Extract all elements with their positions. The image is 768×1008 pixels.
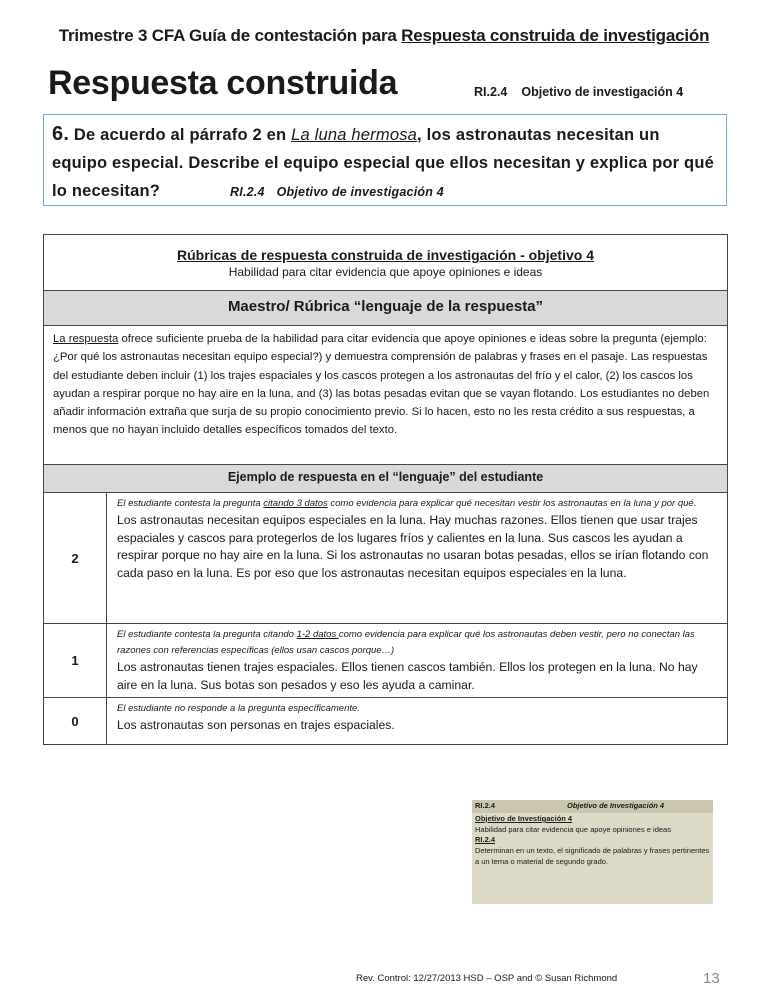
rubric-title: Rúbricas de respuesta construida de investigación - objetivo 4 <box>177 247 594 263</box>
page-number: 13 <box>703 970 720 987</box>
score-cell: 0 <box>44 698 107 745</box>
page-header-title <box>0 26 768 46</box>
teacher-header-cell <box>44 291 728 326</box>
example-cell <box>107 698 728 745</box>
criteria-underlined: 1-2 datos <box>296 629 339 640</box>
question-standard: RI.2.4 <box>230 185 265 199</box>
table-row <box>44 493 728 624</box>
title-objective-text: Objetivo de investigación 4 <box>521 85 684 99</box>
objective-box-standard: RI.2.4 <box>475 801 496 810</box>
criteria-text <box>117 627 717 659</box>
student-answer: Los astronautas son personas en trajes espaciales. <box>117 718 395 732</box>
question-number: 6. <box>52 123 70 145</box>
table-row <box>44 624 728 698</box>
question-objective: Objetivo de investigación 4 <box>276 185 444 199</box>
criteria-part: El estudiante contesta la pregunta <box>117 498 264 509</box>
header-title-underlined: Respuesta construida de investigación <box>401 26 710 45</box>
student-header-cell <box>44 465 728 493</box>
question-text-part2: , los astronautas necesitan un equipo especial. Describe el equipo especial que ellos necesitan y explica por qué lo necesitan? <box>52 126 714 200</box>
description-text: ofrece suficiente prueba de la habilidad para citar evidencia que apoye opiniones e ideas sobre la pregunta (ejemplo: ¿Por qué los astronautas necesitan equipo especial?) y demuestra comprensión de palabras y frases en el pasaje. Las respuestas del estudiante deben incluir (1) los trajes espaciales y los cascos protegen a los astronautas del frío y el calor, (2) los cascos los ayudan a respirar porque no hay aire en la luna, and (3) las botas pesadas evitan que se vayan flotando. Los estudiantes no deben añadir información extraña que surja de su propio conocimiento previo. Si lo hacen, esto no les resta crédito a sus respuestas, a menos que no hayan incluido detalles específicos tomados del texto. <box>53 333 710 437</box>
rubric-title-cell <box>44 235 728 291</box>
objective-box-obj-text: Habilidad para citar evidencia que apoye opiniones e ideas <box>475 824 671 834</box>
description-lead: La respuesta <box>53 333 119 345</box>
objective-box-body <box>472 813 713 869</box>
header-title-prefix: Trimestre 3 CFA Guía de contestación para <box>58 26 402 45</box>
rubric-description-row <box>44 326 728 465</box>
question-text <box>52 120 717 206</box>
teacher-rubric-header: Maestro/ Rúbrica “lenguaje de la respuesta” <box>227 298 544 315</box>
criteria-text <box>117 701 717 717</box>
example-cell <box>107 493 728 624</box>
footer-revision: Rev. Control: 12/27/2013 HSD – OSP and © Susan Richmond <box>356 973 618 984</box>
page-title: Respuesta construida <box>48 64 398 102</box>
student-answer: Los astronautas tienen trajes espaciales. Ellos tienen cascos también. Ellos los protegen en la luna. No hay aire en la luna. Sus botas son pesados y eso les ayuda a caminar. <box>117 660 698 692</box>
question-book-title: La luna hermosa <box>291 126 418 144</box>
rubric-description <box>44 326 728 465</box>
teacher-header-row <box>44 291 728 326</box>
student-answer: Los astronautas necesitan equipos especiales en la luna. Hay muchas razones. Ellos tienen que usar trajes espaciales y cascos para protegerlos de los lugares fríos y calientes en la luna. Sus cascos les ayudan a respirar porque no hay aire en la luna. Si los astronautas no usaran botas pesadas, ellos se irían flotando con cada paso en la luna. Es por eso que los astronautas necesitan equipos especiales en la luna. <box>117 513 709 581</box>
rubric-subtitle: Habilidad para citar evidencia que apoye opiniones e ideas <box>228 265 543 279</box>
objective-box-std-title: RI.2.4 <box>475 835 496 845</box>
objective-box-obj-title: Objetivo de Investigación 4 <box>475 814 573 823</box>
question-text-part1: De acuerdo al párrafo 2 en <box>69 126 292 144</box>
student-header-row <box>44 465 728 493</box>
criteria-underlined: citando 3 datos <box>263 498 328 509</box>
score-cell: 1 <box>44 624 107 698</box>
criteria-part: como evidencia para explicar qué necesitan vestir los astronautas en la luna y por qué. <box>327 498 697 509</box>
objective-box-header <box>472 800 713 813</box>
criteria-text <box>117 496 717 512</box>
objective-box-std-text: Determinan en un texto, el significado de palabras y frases pertinentes a un tema o material de segundo grado. <box>475 846 710 866</box>
title-objective <box>474 85 697 99</box>
example-cell <box>107 624 728 698</box>
objective-reference-box <box>472 800 713 904</box>
criteria-part: como evidencia para explicar qué los astronautas deben vestir, pero no conectan las razones con referencias específicas (ellos usan cascos porque…) <box>117 629 695 656</box>
student-example-header: Ejemplo de respuesta en el “lenguaje” del estudiante <box>227 470 544 484</box>
criteria-part: El estudiante no responde a la pregunta específicamente. <box>117 703 360 714</box>
score-cell: 2 <box>44 493 107 624</box>
title-standard: RI.2.4 <box>474 85 508 99</box>
table-row <box>44 698 728 745</box>
objective-box-objective: Objetivo de Investigación 4 <box>567 801 665 810</box>
criteria-part: El estudiante contesta la pregunta citando <box>117 629 297 640</box>
rubric-table <box>43 234 728 745</box>
rubric-title-row <box>44 235 728 291</box>
